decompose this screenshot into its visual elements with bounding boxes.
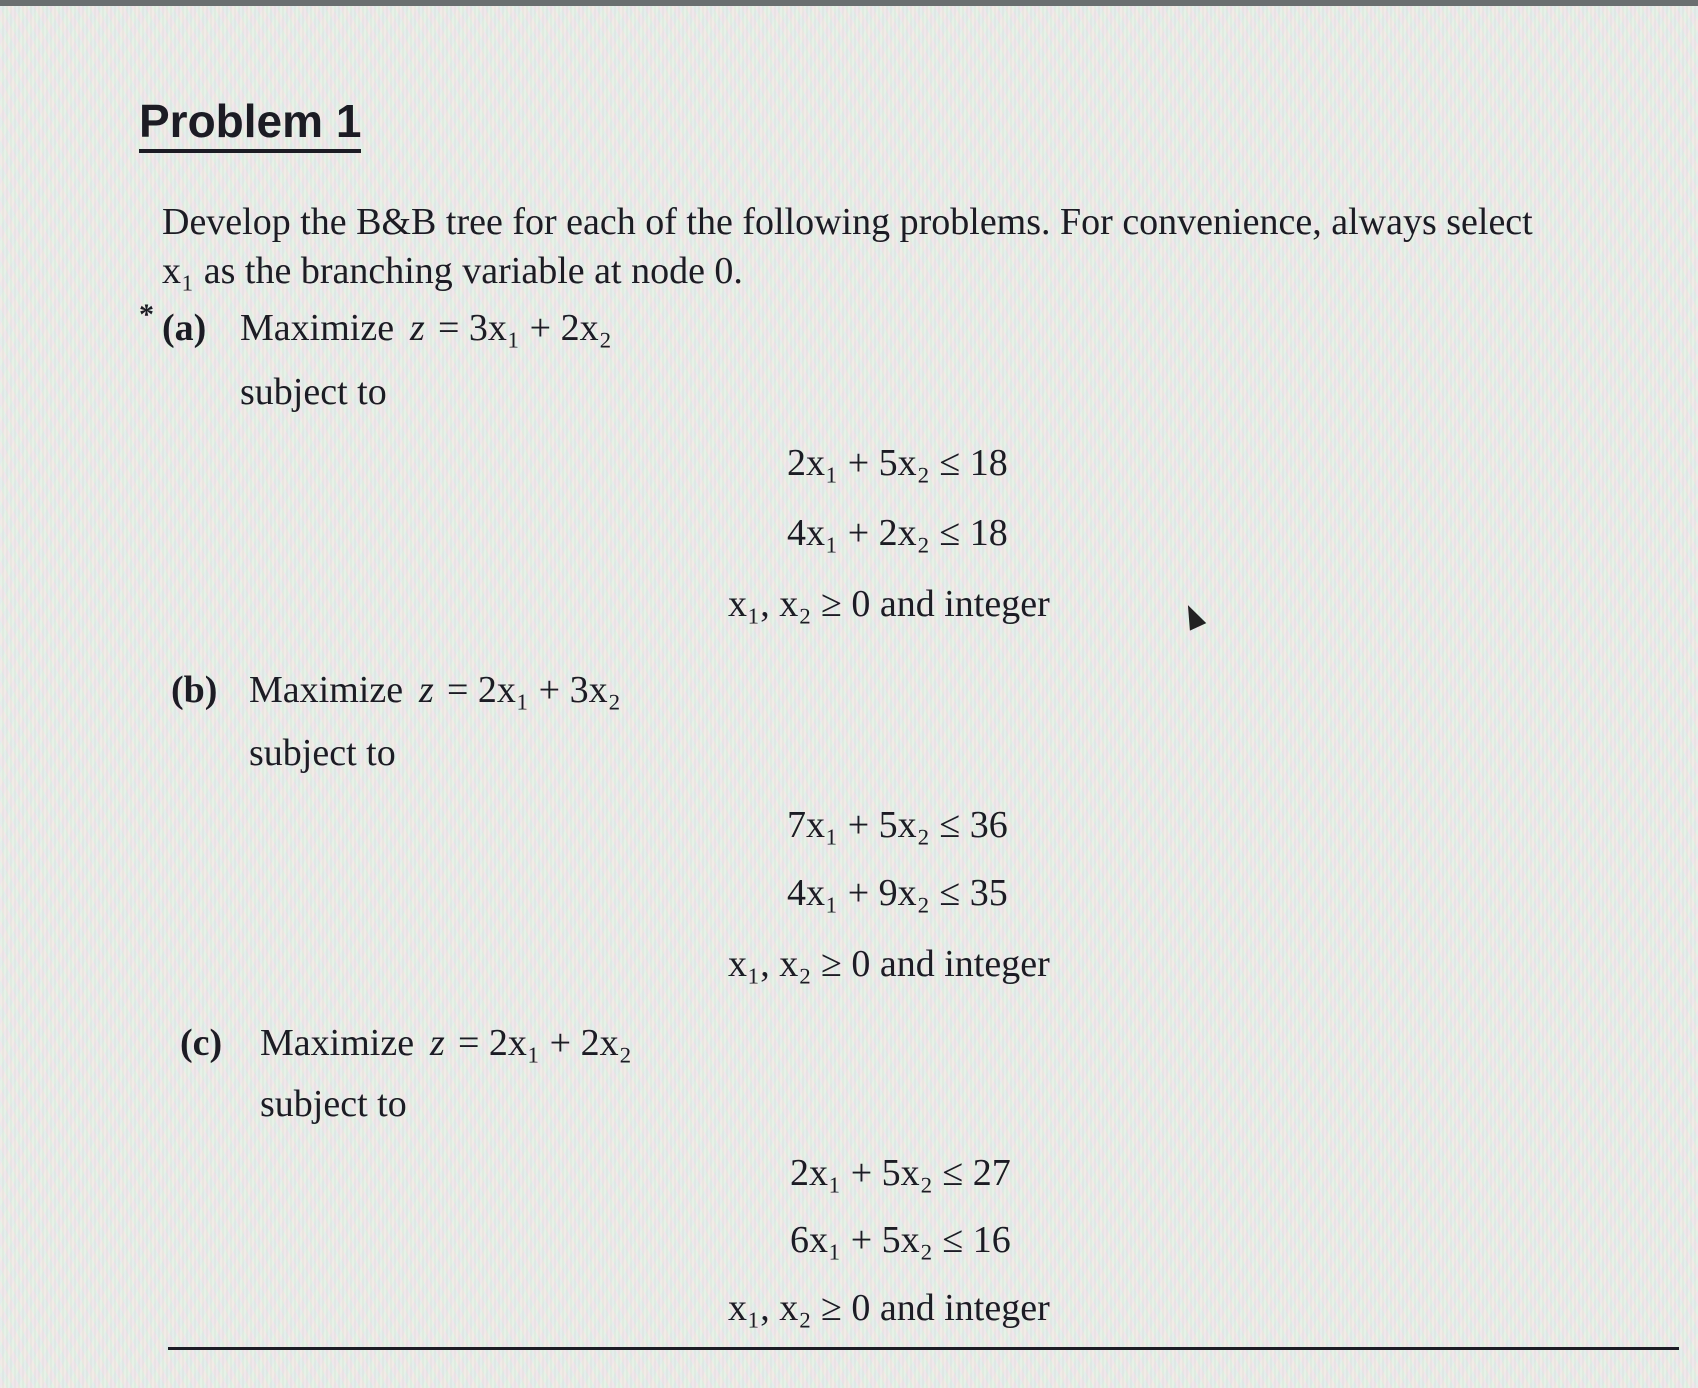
nonnegativity-constraint: x₁, x₂ ≥ 0 and integer — [728, 1287, 1050, 1329]
problem-label: (c) — [180, 1022, 223, 1064]
intro-line-1: Develop the B&B tree for each of the following problems. For convenience, always select — [162, 201, 1533, 243]
problem-label: (b) — [171, 669, 218, 711]
maximize-label: Maximize — [240, 307, 395, 349]
starred-marker: * — [139, 298, 154, 331]
problem-title: Problem 1 — [139, 95, 361, 153]
subject-to-label: subject to — [249, 732, 396, 774]
objective-expression: = 2x₁ + 3x₂ — [447, 669, 621, 711]
screen-bezel-edge — [0, 0, 1698, 6]
constraint-1: 2x₁ + 5x₂ ≤ 27 — [790, 1152, 1011, 1194]
objective-variable: z — [430, 1022, 445, 1064]
constraint-1: 7x₁ + 5x₂ ≤ 36 — [787, 804, 1008, 846]
subject-to-label: subject to — [260, 1083, 407, 1125]
constraint-2: 4x₁ + 9x₂ ≤ 35 — [787, 872, 1008, 914]
maximize-label: Maximize — [249, 669, 404, 711]
mouse-cursor-icon — [1180, 601, 1206, 630]
nonnegativity-constraint: x₁, x₂ ≥ 0 and integer — [728, 583, 1050, 625]
intro-line-2: x₁ as the branching variable at node 0. — [162, 250, 743, 292]
nonnegativity-constraint: x₁, x₂ ≥ 0 and integer — [728, 943, 1050, 985]
problem-label: (a) — [162, 307, 207, 349]
objective-expression: = 3x₁ + 2x₂ — [438, 307, 612, 349]
bottom-divider — [168, 1347, 1679, 1350]
objective-expression: = 2x₁ + 2x₂ — [458, 1022, 632, 1064]
maximize-label: Maximize — [260, 1022, 415, 1064]
constraint-2: 6x₁ + 5x₂ ≤ 16 — [790, 1219, 1011, 1261]
constraint-2: 4x₁ + 2x₂ ≤ 18 — [787, 512, 1008, 554]
objective-variable: z — [410, 307, 425, 349]
subject-to-label: subject to — [240, 371, 387, 413]
constraint-1: 2x₁ + 5x₂ ≤ 18 — [787, 442, 1008, 484]
objective-variable: z — [419, 669, 434, 711]
